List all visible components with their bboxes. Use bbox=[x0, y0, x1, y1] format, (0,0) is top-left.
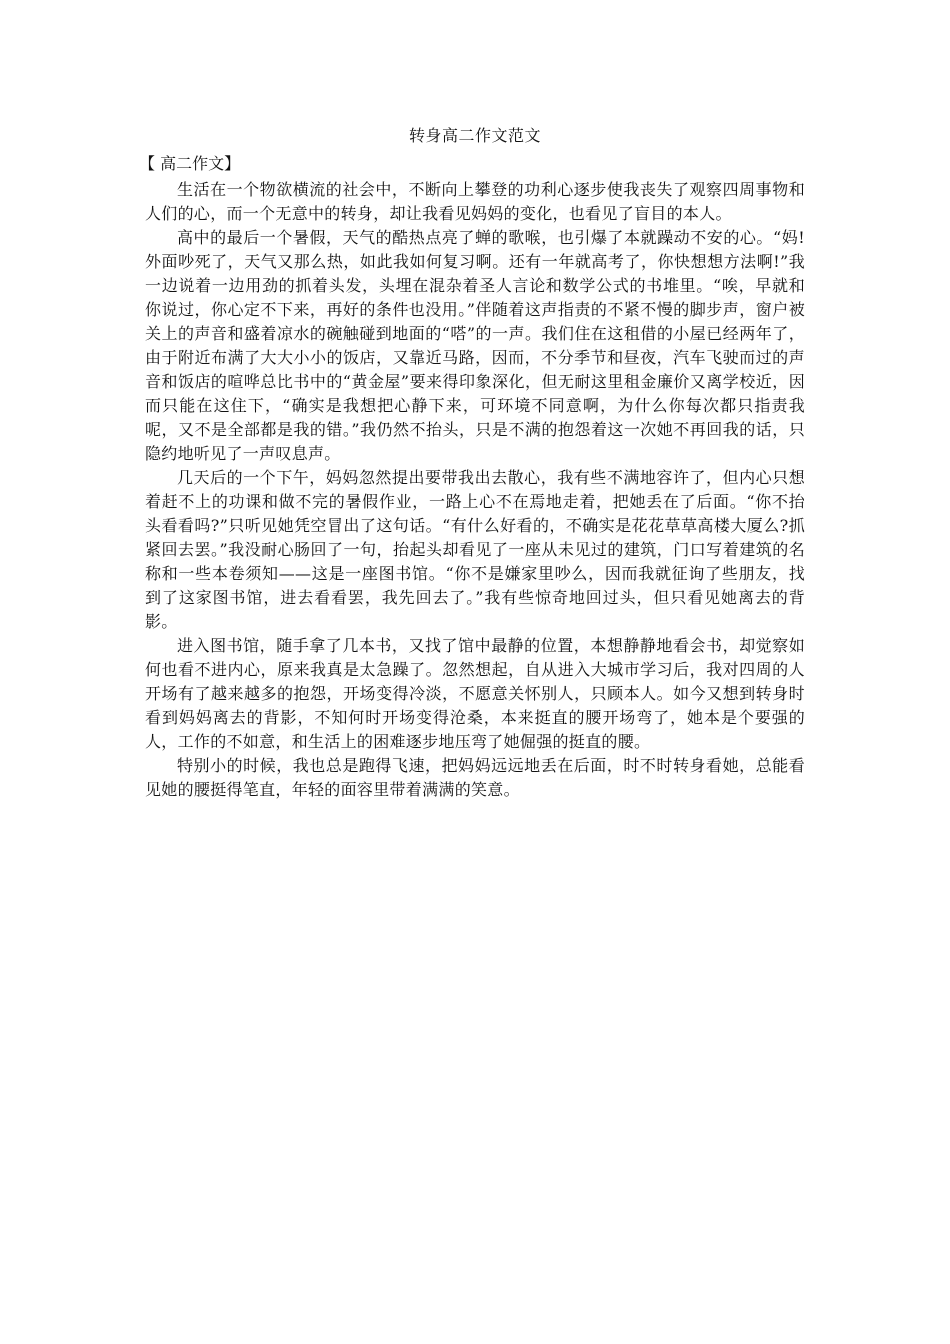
category-label: 【 高二作文】 bbox=[139, 154, 241, 173]
page-title: 转身高二作文范文 bbox=[408, 126, 541, 145]
paragraph-3: 几天后的一个下午，妈妈忽然提出要带我出去散心，我有些不满地容许了，但内心只想着赶不上的功课和做不完的暑假作业，一路上心不在焉地走着，把她丢在了后面。“你不抬头看看吗?”只听见她凭空冒出了这句话。“有什么好看的，不确实是花花草草高楼大厦么?抓紧回去罢。”我没耐心肠回了一句，抬起头却看见了一座从未见过的建筑，门口写着建筑的名称和一些本卷须知——这是一座图书馆。“你不是嫌家里吵么，因而我就征询了些朋友，找到了这家图书馆，进去看看罢，我先回去了。”我有些惊奇地回过头，但只看见她离去的背影。 bbox=[145, 468, 805, 631]
paragraph-2: 高中的最后一个暑假，天气的酷热点亮了蝉的歌喉，也引爆了本就躁动不安的心。“妈!外面吵死了，天气又那么热，如此我如何复习啊。还有一年就高考了，你快想想方法啊!”我一边说着一边用劲的抓着头发，头埋在混杂着圣人言论和数学公式的书堆里。“唉，早就和你说过，你心定不下来，再好的条件也没用。”伴随着这声指责的不紧不慢的脚步声，窗户被关上的声音和盛着凉水的碗触碰到地面的“嗒”的一声。我们住在这租借的小屋已经两年了，由于附近布满了大大小小的饭店，又靠近马路，因而，不分季节和昼夜，汽车飞驶而过的声音和饭店的喧哗总比书中的“黄金屋”要来得印象深化，但无耐这里租金廉价又离学校近，因而只能在这住下，“确实是我想把心静下来，可环境不同意啊，为什么你每次都只指责我呢，又不是全部都是我的错。”我仍然不抬头，只是不满的抱怨着这一次她不再回我的话，只隐约地听见了一声叹息声。 bbox=[145, 228, 805, 463]
paragraph-1: 生活在一个物欲横流的社会中，不断向上攀登的功利心逐步使我丧失了观察四周事物和人们的心，而一个无意中的转身，却让我看见妈妈的变化，也看见了盲目的本人。 bbox=[145, 180, 805, 223]
paragraph-5: 特别小的时候，我也总是跑得飞速，把妈妈远远地丢在后面，时不时转身看她，总能看见她的腰挺得笔直，年轻的面容里带着满满的笑意。 bbox=[145, 756, 805, 799]
document-page bbox=[139, 124, 805, 802]
paragraph-4: 进入图书馆，随手拿了几本书，又找了馆中最静的位置，本想静静地看会书，却觉察如何也看不进内心，原来我真是太急躁了。忽然想起，自从进入大城市学习后，我对四周的人开场有了越来越多的抱怨，开场变得冷淡，不愿意关怀别人，只顾本人。如今又想到转身时看到妈妈离去的背影，不知何时开场变得沧桑，本来挺直的腰开场弯了，她本是个要强的人，工作的不如意，和生活上的困难逐步地压弯了她倔强的挺直的腰。 bbox=[145, 636, 805, 751]
